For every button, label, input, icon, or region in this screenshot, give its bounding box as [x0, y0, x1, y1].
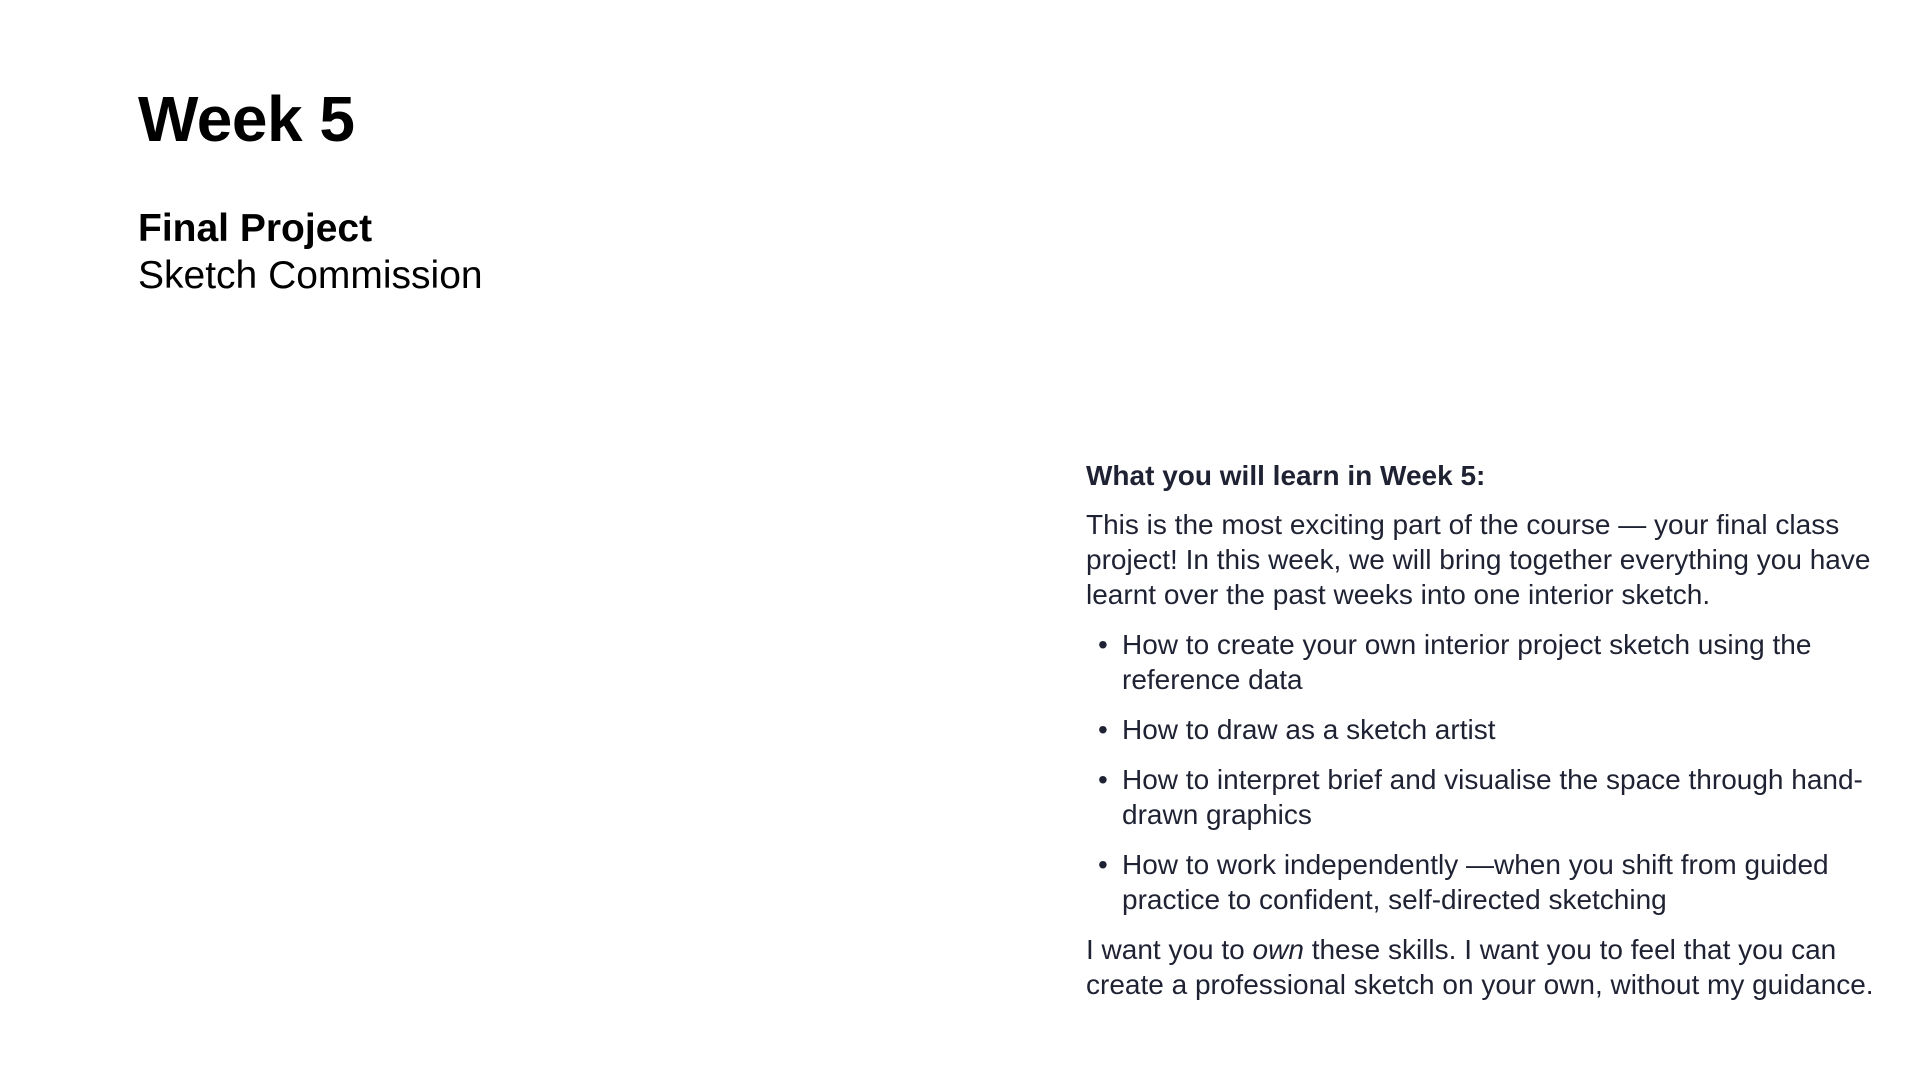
bullet-icon: • [1098, 629, 1108, 660]
bullet-icon: • [1098, 849, 1108, 880]
list-item-text: How to create your own interior project sketch using the reference data [1122, 629, 1812, 695]
outro-text-start: I want you to [1086, 934, 1253, 965]
learning-outro-paragraph [1086, 932, 1886, 1002]
learning-outcomes-list [1086, 627, 1886, 917]
learning-outcomes-panel [1086, 458, 1886, 1002]
outro-emphasis: own [1252, 934, 1304, 965]
outro-text-end: these skills. I want you to feel that you can create a professional sketch on your own, without my guidance. [1086, 934, 1874, 1000]
page-title: Week 5 [138, 83, 355, 155]
list-item-text: How to work independently —when you shift from guided practice to confident, self-directed sketching [1122, 849, 1829, 915]
project-label: Final Project [138, 207, 373, 250]
learning-intro-paragraph: This is the most exciting part of the course — your final class project! In this week, we will bring together everything you have learnt over the past weeks into one interior sketch. [1086, 509, 1871, 610]
bullet-icon: • [1098, 714, 1108, 745]
list-item-text: How to interpret brief and visualise the space through hand-drawn graphics [1122, 764, 1863, 830]
bullet-icon: • [1098, 764, 1108, 795]
learning-outcomes-heading: What you will learn in Week 5: [1086, 460, 1486, 491]
list-item-text: How to draw as a sketch artist [1122, 714, 1496, 745]
list-item [1086, 847, 1886, 917]
project-name: Sketch Commission [138, 254, 483, 297]
list-item [1086, 627, 1886, 697]
project-subtitle [138, 205, 483, 299]
list-item [1086, 712, 1886, 747]
list-item [1086, 762, 1886, 832]
